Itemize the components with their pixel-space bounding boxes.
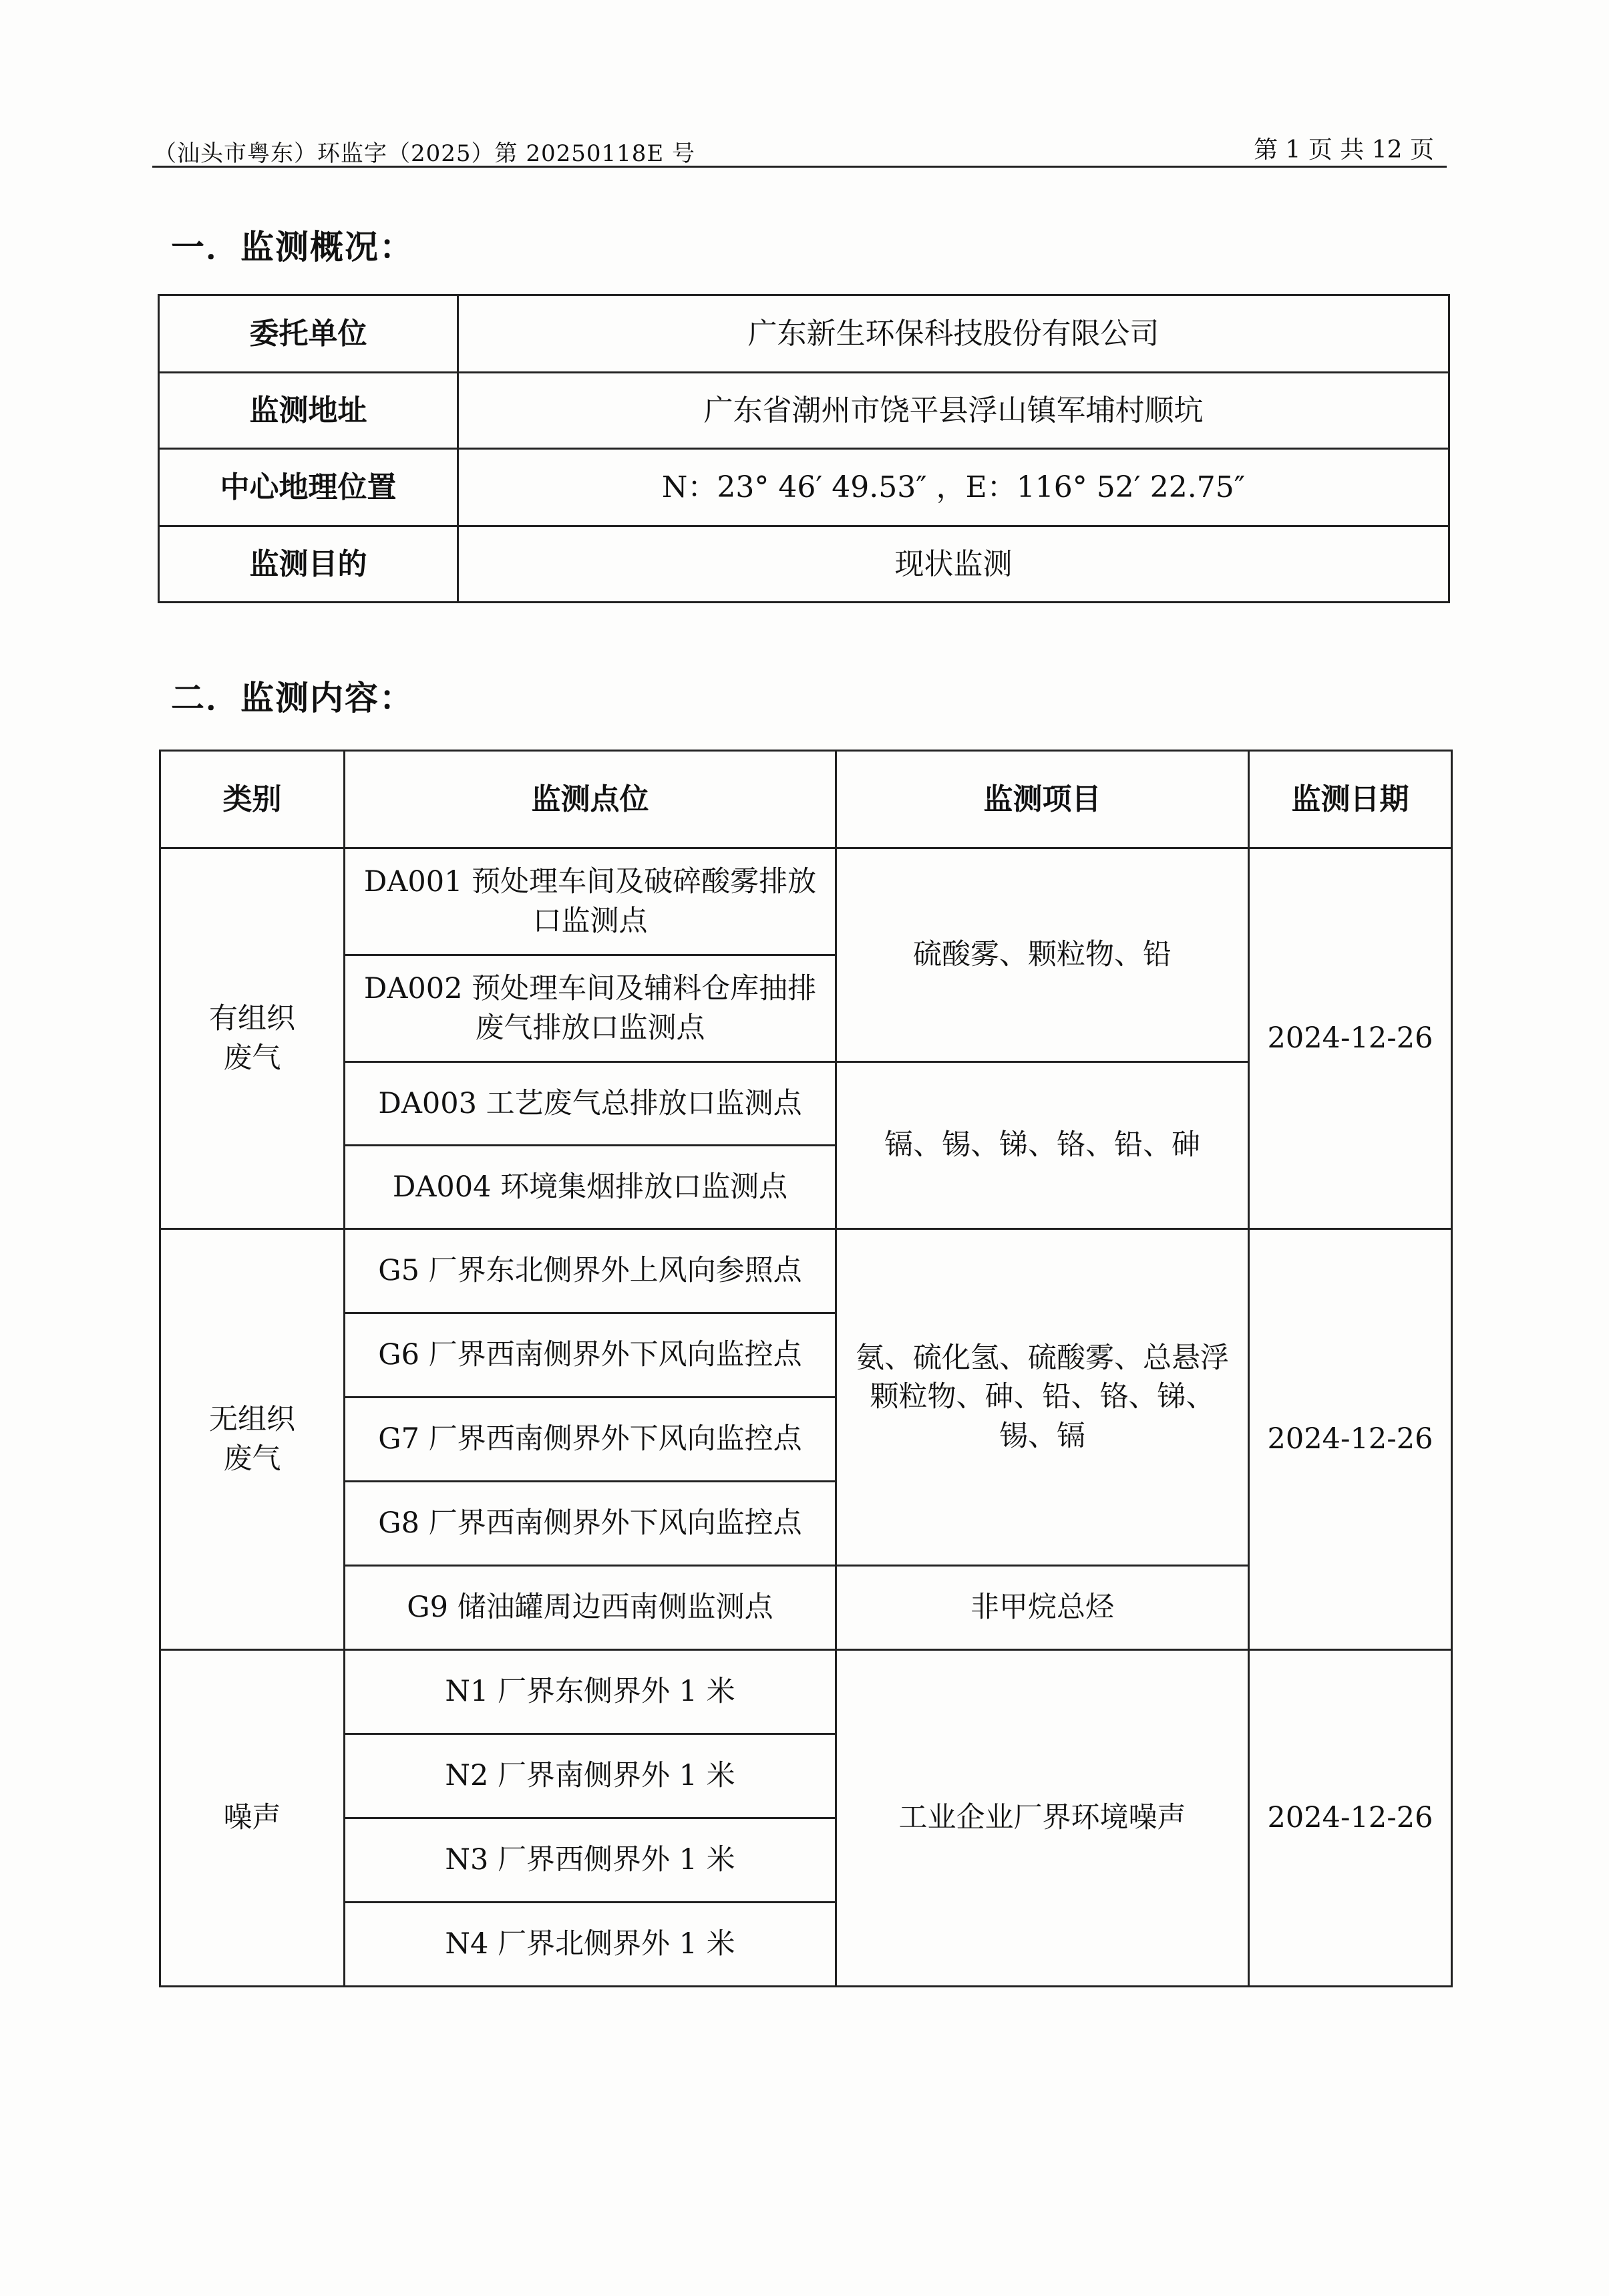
point-cell: DA001 预处理车间及破碎酸雾排放口监测点 xyxy=(345,848,836,955)
point-cell: DA004 环境集烟排放口监测点 xyxy=(345,1146,836,1229)
section2-title: 二．监测内容： xyxy=(171,678,414,717)
overview-label: 监测地址 xyxy=(159,373,458,449)
point-cell: N1 厂界东侧界外 1 米 xyxy=(345,1650,836,1734)
item-cell: 工业企业厂界环境噪声 xyxy=(836,1650,1249,1987)
date-cell: 2024-12-26 xyxy=(1249,848,1452,1229)
header-category: 类别 xyxy=(160,751,345,848)
content-table xyxy=(159,750,1453,1987)
point-cell: G7 厂界西南侧界外下风向监控点 xyxy=(345,1398,836,1482)
item-cell: 氨、硫化氢、硫酸雾、总悬浮颗粒物、砷、铅、铬、锑、锡、镉 xyxy=(836,1229,1249,1566)
overview-value: N：23° 46′ 49.53″ ，E：116° 52′ 22.75″ xyxy=(458,449,1449,526)
point-cell: G6 厂界西南侧界外下风向监控点 xyxy=(345,1313,836,1398)
overview-row xyxy=(159,449,1449,526)
item-cell: 硫酸雾、颗粒物、铅 xyxy=(836,848,1249,1062)
overview-value: 广东新生环保科技股份有限公司 xyxy=(458,295,1449,373)
point-cell: G8 厂界西南侧界外下风向监控点 xyxy=(345,1482,836,1566)
document-number: （汕头市粤东）环监字（2025）第 20250118E 号 xyxy=(154,140,696,167)
overview-row xyxy=(159,373,1449,449)
point-cell: N4 厂界北侧界外 1 米 xyxy=(345,1903,836,1987)
header-date: 监测日期 xyxy=(1249,751,1452,848)
page-info: 第 1 页 共 12 页 xyxy=(1254,136,1434,164)
overview-label: 监测目的 xyxy=(159,526,458,603)
overview-value: 现状监测 xyxy=(458,526,1449,603)
point-cell: N2 厂界南侧界外 1 米 xyxy=(345,1734,836,1818)
point-cell: DA002 预处理车间及辅料仓库抽排废气排放口监测点 xyxy=(345,955,836,1062)
overview-row xyxy=(159,526,1449,603)
header-divider xyxy=(152,166,1447,168)
table-row xyxy=(160,848,1452,955)
overview-label: 中心地理位置 xyxy=(159,449,458,526)
point-cell: DA003 工艺废气总排放口监测点 xyxy=(345,1062,836,1146)
table-row xyxy=(160,1229,1452,1313)
table-row xyxy=(160,1650,1452,1734)
overview-table xyxy=(158,294,1450,603)
category-cell: 有组织 废气 xyxy=(160,848,345,1229)
category-cell: 无组织 废气 xyxy=(160,1229,345,1650)
section1-title: 一．监测概况： xyxy=(171,227,414,267)
category-cell: 噪声 xyxy=(160,1650,345,1987)
point-cell: G9 储油罐周边西南侧监测点 xyxy=(345,1566,836,1650)
header-item: 监测项目 xyxy=(836,751,1249,848)
point-cell: N3 厂界西侧界外 1 米 xyxy=(345,1818,836,1903)
point-cell: G5 厂界东北侧界外上风向参照点 xyxy=(345,1229,836,1313)
overview-label: 委托单位 xyxy=(159,295,458,373)
header-point: 监测点位 xyxy=(345,751,836,848)
item-cell: 镉、锡、锑、铬、铅、砷 xyxy=(836,1062,1249,1229)
overview-value: 广东省潮州市饶平县浮山镇军埔村顺坑 xyxy=(458,373,1449,449)
overview-row xyxy=(159,295,1449,373)
item-cell: 非甲烷总烃 xyxy=(836,1566,1249,1650)
date-cell: 2024-12-26 xyxy=(1249,1650,1452,1987)
date-cell: 2024-12-26 xyxy=(1249,1229,1452,1650)
table-header-row xyxy=(160,751,1452,848)
